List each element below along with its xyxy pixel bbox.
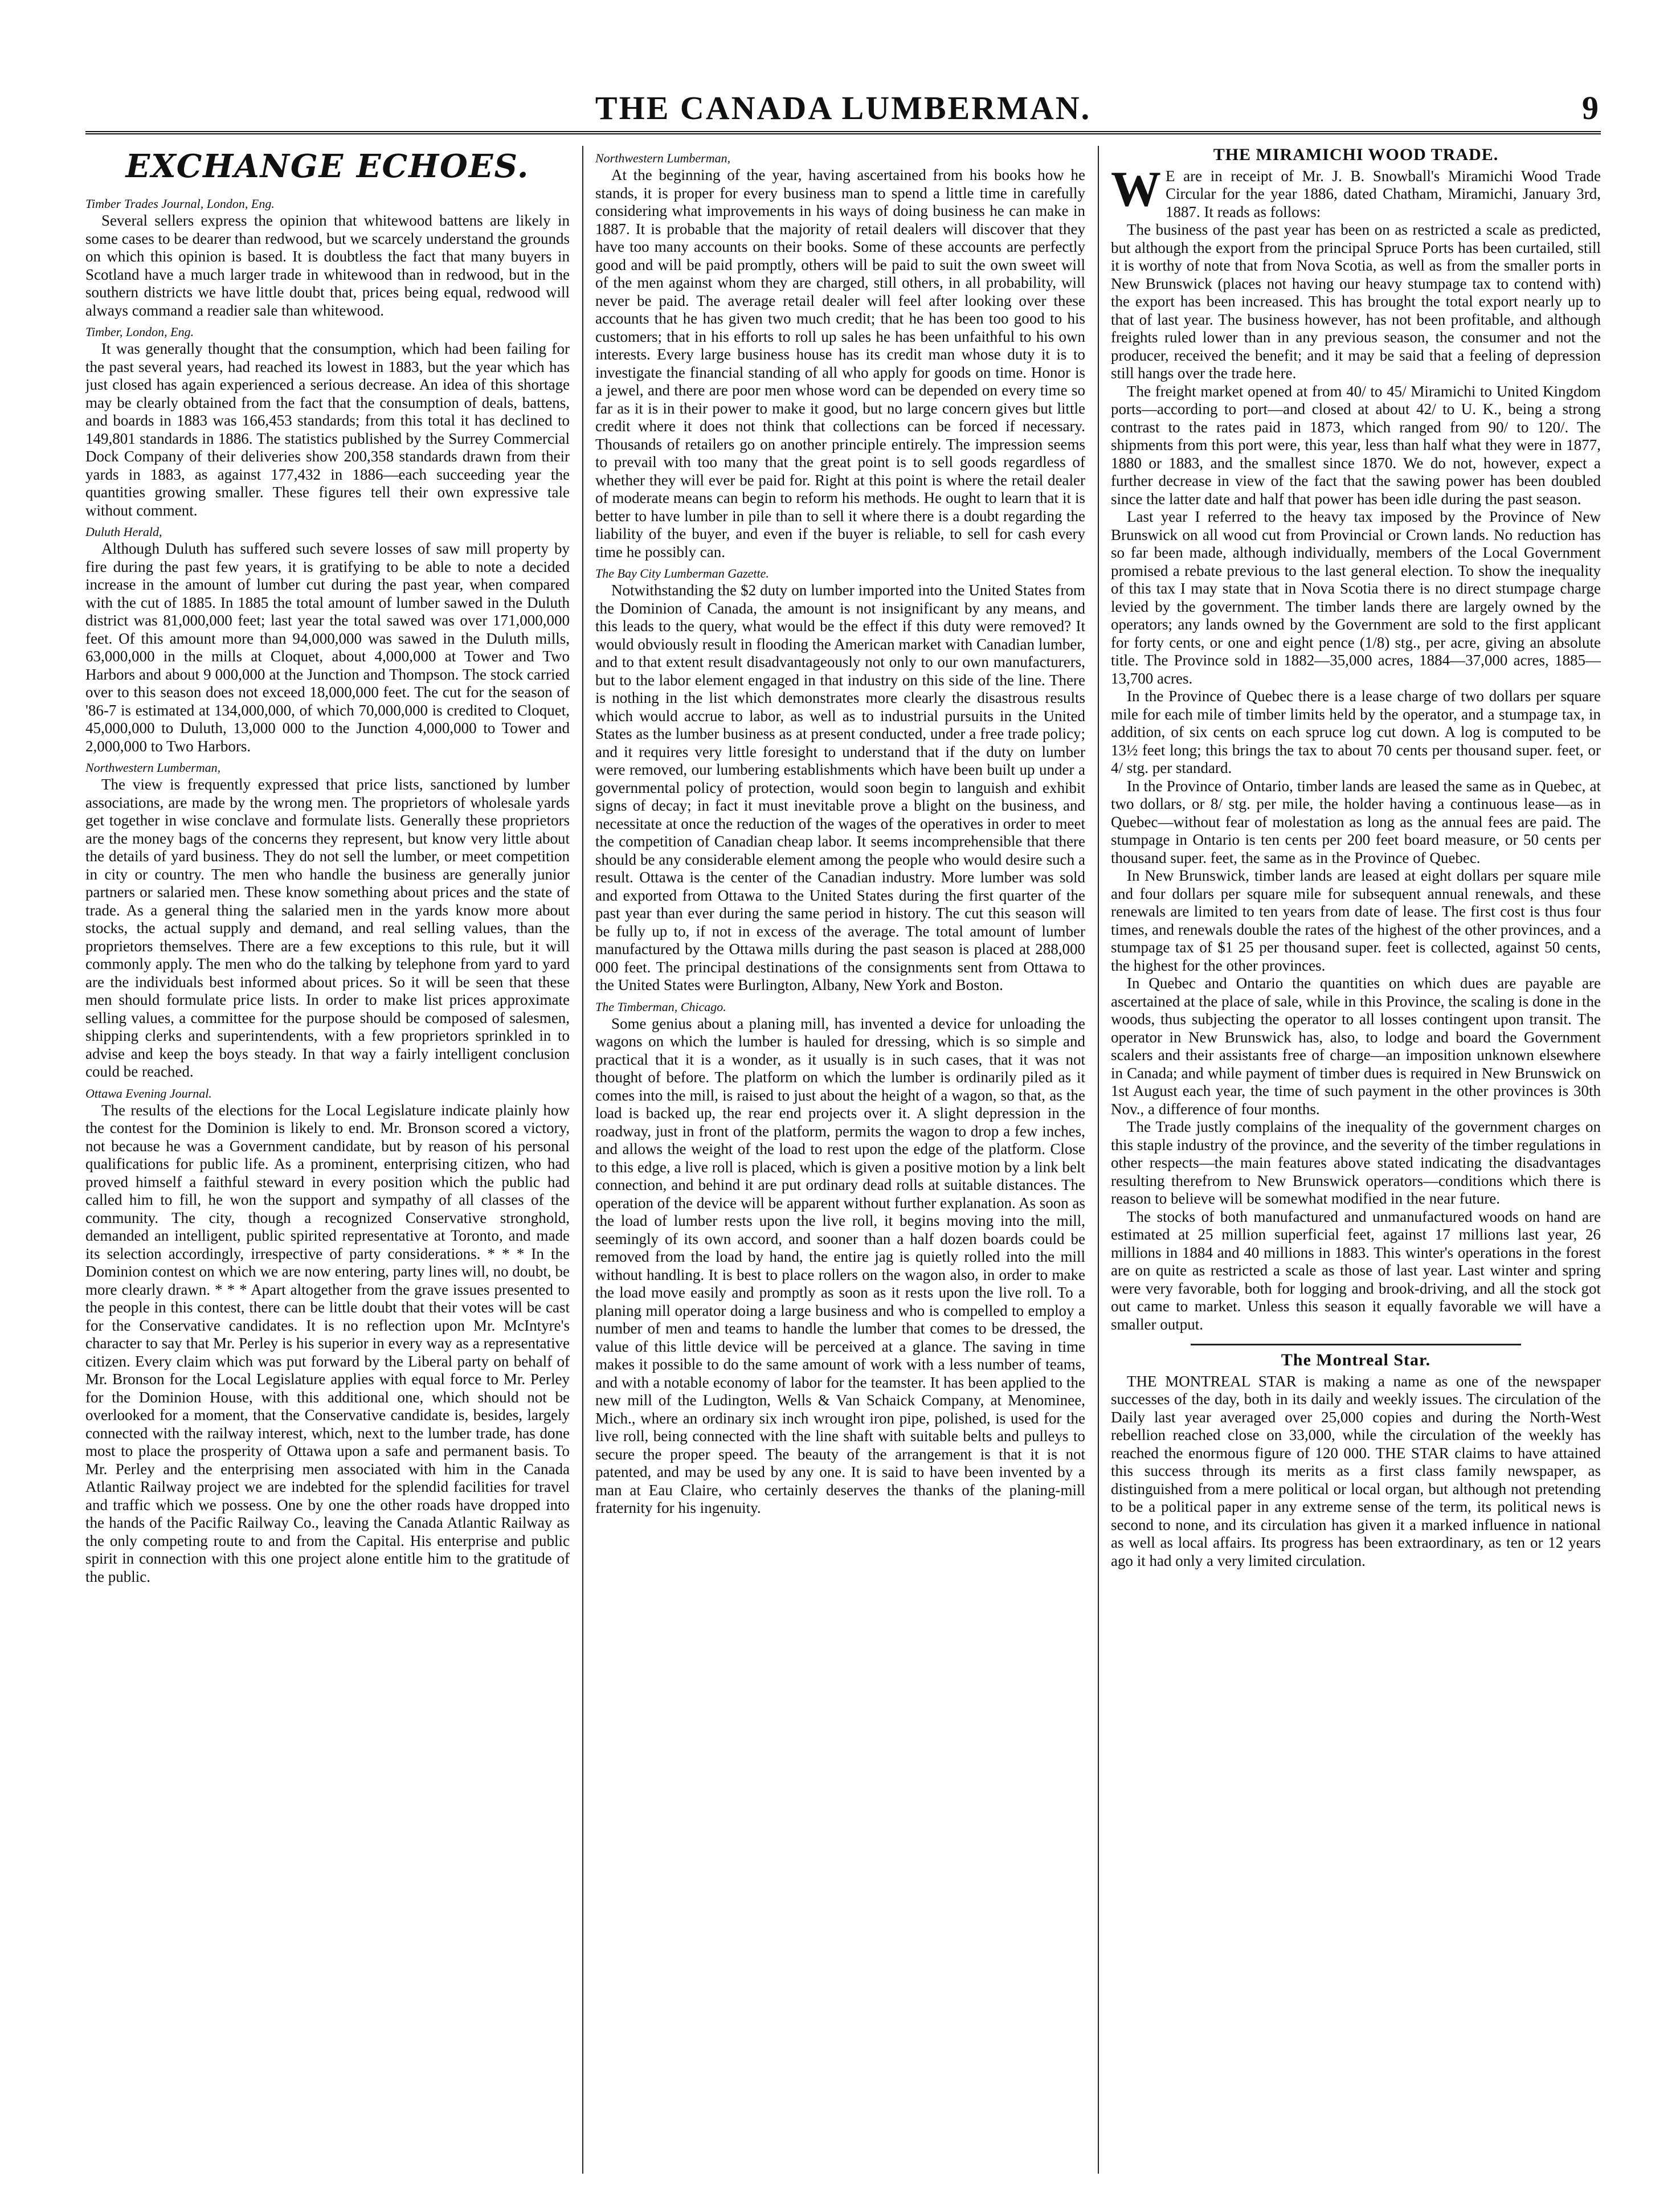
source-attribution: Timber Trades Journal, London, Eng. [85,197,275,211]
newspaper-title: THE CANADA LUMBERMAN. [595,89,1092,126]
article-paragraph: It was generally thought that the consumption, which had been failing for the past several years, had reached its lowest in 1883, but the year which has just closed has again experienced a serious decrease. An idea of this shortage may be clearly obtained from the fact that the consumption of deals, battens, and boards in 1883 was 166,453 standards; from this total it has declined to 149,801 standards in 1886. The statistics published by the Surrey Commercial Dock Company of their deliveries show 200,358 standards drawn from their yards in 1883, as against 177,432 in 1886—each succeeding year the quantities growing smaller. These figures tell their own expressive tale without comment. [85,340,570,519]
article-paragraph: The results of the elections for the Local Legislature indicate plainly how the contest for the Dominion is likely to end. Mr. Bronson scored a victory, not because he was a Government candidate, but by reason of his personal qualifications for public life. As a prominent, enterprising citizen, who had proved himself a faithful steward in every position which the public had called him to fill, he won the support and sympathy of all classes of the community. The city, though a recognized Conservative stronghold, demanded an intelligent, public spirited representative at Toronto, and made its selection accordingly, irrespective of party considerations. * * * In the Dominion contest on which we are now entering, party lines will, no doubt, be more clearly drawn. * * * Apart altogether from the grave issues presented to the people in this contest, there can be little doubt that their votes will be cast for the Conservative candidates. It is no reflection upon Mr. McIntyre's character to say that Mr. Perley is his superior in every way as a representative citizen. Every claim which was put forward by the Liberal party on behalf of Mr. Bronson for the Local Legislature applies with equal force to Mr. Perley for the Dominion House, with this additional one, which should not be overlooked for a moment, that the Conservative candidate is, besides, largely connected with the railway interest, which, next to the lumber trade, has done most to place the prosperity of Ottawa upon a safe and permanent basis. To Mr. Perley and the enterprising men associated with him in the Canada Atlantic Railway project we are indebted for the splendid facilities for travel and traffic which we possess. One by one the other roads have dropped into the hands of the Pacific Railway Co., leaving the Canada Atlantic Railway as the only competing route to and from the Capital. His enterprise and public spirit in connection with this one project alone entitle him to the gratitude of the public. [85,1101,570,1585]
article-paragraph: The Trade justly complains of the inequality of the government charges on this staple industry of the province, and the severity of the timber regulations in other respects—the main features above stated indicating the disadvantages resulting therefrom to New Brunswick operators—conditions which there is reason to believe will be somewhat modified in the near future. [1111,1118,1601,1207]
article-paragraph: THE MONTREAL STAR is making a name as one of the newspaper successes of the day, both in its daily and weekly issues. The circulation of the Daily last year averaged over 25,000 copies and during the North-West rebellion reached close on 33,000, while the circulation of the weekly has reached the enormous figure of 120 000. THE STAR claims to have attained this success through its merits as a first class family newspaper, as distinguished from a mere political or local organ, but although not pretending to be a political paper in any extreme sense of the term, its political news is second to none, and its circulation has given it a marked influence in national as well as local affairs. Its progress has been extraordinary, as ten or 12 years ago it had only a very limited circulation. [1111,1372,1601,1569]
section-heading-montreal-star: The Montreal Star. [1281,1351,1431,1369]
source-attribution: Northwestern Lumberman, [595,151,731,165]
column-1 [85,146,570,2174]
column-rule [1098,146,1099,2174]
article-paragraph [1111,161,1601,222]
source-attribution: Duluth Herald, [85,525,162,539]
article-paragraph: In New Brunswick, timber lands are leased at eight dollars per square mile and four dollars per square mile for subsequent annual renewals, and these renewals are limited to ten years from date of lease. The first cost is thus four times, and renewals double the rates of the highest of the other provinces, and a stumpage tax of $1 25 per thousand super. feet is collected, against 50 cents, the highest for the other provinces. [1111,867,1601,974]
column-3 [1111,146,1601,2174]
article-paragraph: Several sellers express the opinion that whitewood battens are likely in some cases to be dearer than redwood, but we scarcely understand the grounds on which this opinion is based. It is doubtless the fact that many buyers in Scotland have a much larger trade in whitewood than in redwood, but in the southern districts we have little doubt that, prices being equal, redwood will always command a readier sale than whitewood. [85,212,570,319]
source-attribution: The Bay City Lumberman Gazette. [595,566,769,580]
article-paragraph: The stocks of both manufactured and unmanufactured woods on hand are estimated at 25 million superficial feet, against 17 millions last year, 26 millions in 1884 and 40 millions in 1883. This winter's operations in the forest are on quite as restricted a scale as those of last year. Last winter and spring were very favorable, both for logging and brook-driving, and all the stock got out came to market. Unless this season it equally favorable we will have a smaller output. [1111,1208,1601,1333]
article-paragraph: In Quebec and Ontario the quantities on which dues are payable are ascertained at the place of sale, while in this Province, the scaling is done in the woods, thus subjecting the operator to all losses contingent upon transit. The operator in New Brunswick has, also, to lodge and board the Government scalers and their assistants free of charge—an imposition unknown elsewhere in Canada; and while payment of timber dues is required in New Brunswick on 1st August each year, the time of such payment in the other provinces is 30th Nov., a difference of four months. [1111,975,1601,1118]
drop-cap: W [1111,161,1161,217]
article-paragraph: Some genius about a planing mill, has invented a device for unloading the wagons on which the lumber is hauled for dressing, which is so simple and practical that it is a wonder, as it usually is in such cases, that it was not thought of before. The platform on which the lumber is ordinarily piled as it comes into the mill, is raised to just about the height of a wagon, so that, as the load is backed up, the rear end projects over it. A slight depression in the roadway, just in front of the platform, permits the wagon to drop a few inches, and allows the weight of the load to rest upon the edge of the platform. Close to this edge, a live roll is placed, which is given a positive motion by a link belt connection, and behind it are put ordinary dead rolls at suitable distances. The operation of the device will be apparent without further explanation. As soon as the load of lumber rests upon the live roll, it begins moving into the mill, seemingly of its own accord, and sooner than a half dozen boards could be removed from the load by hand, the entire jag is quietly rolled into the mill without handling. It is best to place rollers on the wagon also, in order to make the load move easily and promptly as soon as it rests upon the live roll. To a planing mill operator doing a large business and who is compelled to employ a number of men and teams to handle the lumber that comes to be dressed, the value of this little device will be perceived at a glance. The saving in time makes it possible to do the same amount of work with a less number of teams, and with a notable economy of labor for the teamster. It has been applied to the new mill of the Ludington, Wells & Van Schaick Company, at Menominee, Mich., where an ordinary six inch wrought iron pipe, polished, is used for the live roll, being connected with the line shaft with suitable belts and pulleys to secure the proper speed. The beauty of the arrangement is that it is not patented, and may be used by any one. It is said to have been invented by a man at Eau Claire, who certainly deserves the thanks of the planing-mill fraternity for his ingenuity. [595,1014,1085,1516]
article-paragraph: Last year I referred to the heavy tax imposed by the Province of New Brunswick on all wood cut from Provincial or Crown lands. No reduction has so far been made, although individually, members of the Local Government promised a rebate previous to the last general election. To show the inequality of this tax I may state that in Nova Scotia there is no direct stumpage charge levied by the government. The timber lands there are largely owned by the operators; any lands owned by the Government are sold to the first applicant for forty cents, or one and eight pence (1/8) stg., per acre, giving an absolute title. The Province sold in 1882—35,000 acres, 1884—37,000 acres, 1885—13,700 acres. [1111,508,1601,687]
section-heading-miramichi: THE MIRAMICHI WOOD TRADE. [1213,146,1499,164]
article-paragraph: At the beginning of the year, having ascertained from his books how he stands, it is proper for every business man to spend a little time in carefully considering what improvements in his ways of doing business he can make in 1887. It is probable that the majority of retail dealers will discover that they have too many accounts on their books. Some of these accounts are perfectly good and will be paid promptly, others will be paid to suit the own sweet will of the men against whom they are charged, still others, in all probability, will never be paid. The average retail dealer will feel after looking over these accounts that he has given two much credit; that he has been too good to his customers; that in his efforts to roll up sales he has been unfaithful to his own interests. Every large business house has its credit man whose duty it is to investigate the financial standing of all who apply for goods on time. Honor is a jewel, and there are poor men whose word can be depended on every time so far as it is in their power to make it good, but no large concern gives but little credit where it does not think that collections can be forced if necessary. Thousands of retailers go on another principle entirely. The impression seems to prevail with too many that the great point is to sell goods regardless of whether they will ever be paid for. Right at this point is where the retail dealer of moderate means can begin to reform his methods. He ought to learn that it is better to have lumber in pile than to sell it where there is a doubt regarding the liability of the buyer, and even if the buyer is reliable, to sell for cash every time he possibly can. [595,166,1085,561]
article-paragraph: Notwithstanding the $2 duty on lumber imported into the United States from the Dominion of Canada, the amount is not insignificant by any means, and this leads to the query, what would be the effect if this duty were removed? It would obviously result in flooding the American market with Canadian lumber, and to that extent result disadvantageously not only to our own manufacturers, but to the labor element engaged in that industry on this side of the line. There is nothing in the list which demonstrates more clearly the disastrous results which would accrue to labor, as well as to industrial pursuits in the United States as the lumber business as at present conducted, under a free trade policy; and it requires very little foresight to understand that if the duty on lumber were removed, our lumbering establishments which have been built up under a governmental policy of protection, would soon begin to languish and exhibit signs of decay; in fact it must inevitable prove a blight on the business, and necessitate at once the reduction of the wages of the operatives in order to meet the competition of Canadian cheap labor. It seems incomprehensible that there should be any considerable element among the people who would desire such a result. Ottawa is the center of the Canadian industry. More lumber was sold and exported from Ottawa to the United States during the first quarter of the past year than ever during the same period in history. The cut this season will be fully up to, if not in excess of the average. The total amount of lumber manufactured by the Ottawa mills during the past season is placed at 288,000 000 feet. The principal destinations of the consignments sent from Ottawa to the United States were Burlington, Albany, New York and Boston. [595,582,1085,993]
section-heading-exchange-echoes: EXCHANGE ECHOES. [125,148,530,185]
article-paragraph: In the Province of Ontario, timber lands are leased the same as in Quebec, at two dollars, or 8/ stg. per mile, the holder having a continuous lease—as in Quebec—without fear of molestation as long as the annual fees are paid. The stumpage in Ontario is ten cents per 200 feet board measure, or 50 cents per thousand super. feet, the same as in the Province of Quebec. [1111,777,1601,866]
source-attribution: The Timberman, Chicago. [595,999,726,1014]
source-attribution: Ottawa Evening Journal. [85,1086,212,1100]
article-text: E are in receipt of Mr. J. B. Snowball's Miramichi Wood Trade Circular for the year 1886, dated Chatham, Miramichi, January 3rd, 1887. It reads as follows: [1166,167,1601,220]
article-paragraph: The business of the past year has been on as restricted a scale as predicted, but although the export from the principal Spruce Ports has been curtailed, still it is worthy of note that from Nova Scotia, as well as from the smaller ports in New Brunswick (places not having our heavy stumpage tax to contend with) the export has been increased. This has brought the total export nearly up to that of last year. The business however, has not been profitable, and although freights ruled lower than in any previous season, the consumer and not the producer, received the benefit; and it may be said that a feeling of depression still hangs over the trade here. [1111,221,1601,382]
source-attribution: Northwestern Lumberman, [85,760,221,775]
page-number: 9 [1582,89,1599,126]
column-2 [595,146,1085,2174]
article-paragraph: The freight market opened at from 40/ to 45/ Miramichi to United Kingdom ports—according to port—and closed at about 42/ to U. K., being a strong contrast to the rates paid in 1873, which ranged from 90/ to 120/. The shipments from this port were, this year, less than half what they were in 1877, 1880 or 1883, and the smallest since 1870. We do not, however, expect a further decrease in view of the fact that the sawing power has been doubled since the latter date and half that power has been idle during the past season. [1111,382,1601,508]
article-paragraph: In the Province of Quebec there is a lease charge of two dollars per square mile for each mile of timber limits held by the operator, and a stumpage tax, in addition, of six cents on each spruce log cut down. A log is computed to be 13½ feet long; this brings the tax to about 70 cents per thousand super. feet, or 4/ stg. per standard. [1111,688,1601,776]
masthead [85,85,1601,134]
column-rule [582,146,583,2174]
article-paragraph: Although Duluth has suffered such severe losses of saw mill property by fire during the past few years, it is gratifying to be able to note a decided increase in the amount of lumber cut during the past year, when compared with the cut of 1885. In 1885 the total amount of lumber sawed in the Duluth district was 81,000,000 feet; last year the total sawed was over 171,000,000 feet. Of this amount more than 94,000,000 was sawed in the Duluth mills, 63,000,000 in the mills at Cloquet, about 4,000,000 at Tower and Two Harbors and about 9 000,000 at the Junction and Thompson. The stock carried over to this season does not exceed 18,000,000 feet. The cut for the season of '86-7 is estimated at 134,000,000, of which 70,000,000 is credited to Cloquet, 45,000,000 to Duluth, 13,000 000 to the Junction 4,000,000 to Tower and 2,000,000 to Two Harbors. [85,540,570,755]
section-divider [1191,1344,1521,1345]
source-attribution: Timber, London, Eng. [85,325,194,339]
article-paragraph: The view is frequently expressed that price lists, sanctioned by lumber associations, are made by the wrong men. The proprietors of wholesale yards get together in wise conclave and formulate lists. Generally these proprietors are the money bags of the concerns they represent, but know very little about the details of yard business. They do not sell the lumber, or meet competition in city or country. The men who handle the business are generally junior partners or salaried men. These know something about prices and the state of trade. As a general thing the salaried men in the yards know more about stocks, the actual supply and demand, and real selling values, than the proprietors themselves. There are a few exceptions to this rule, but it will commonly apply. The men who do the talking by telephone from yard to yard are the individuals best informed about prices. So it will be seen that these men should formulate price lists. In order to make list prices approximate selling values, a committee for the purpose should be composed of salesmen, shipping clerks and superintendents, with a few proprietors sprinkled in to advise and keep the boys steady. In that way a fairly intelligent conclusion could be reached. [85,776,570,1080]
